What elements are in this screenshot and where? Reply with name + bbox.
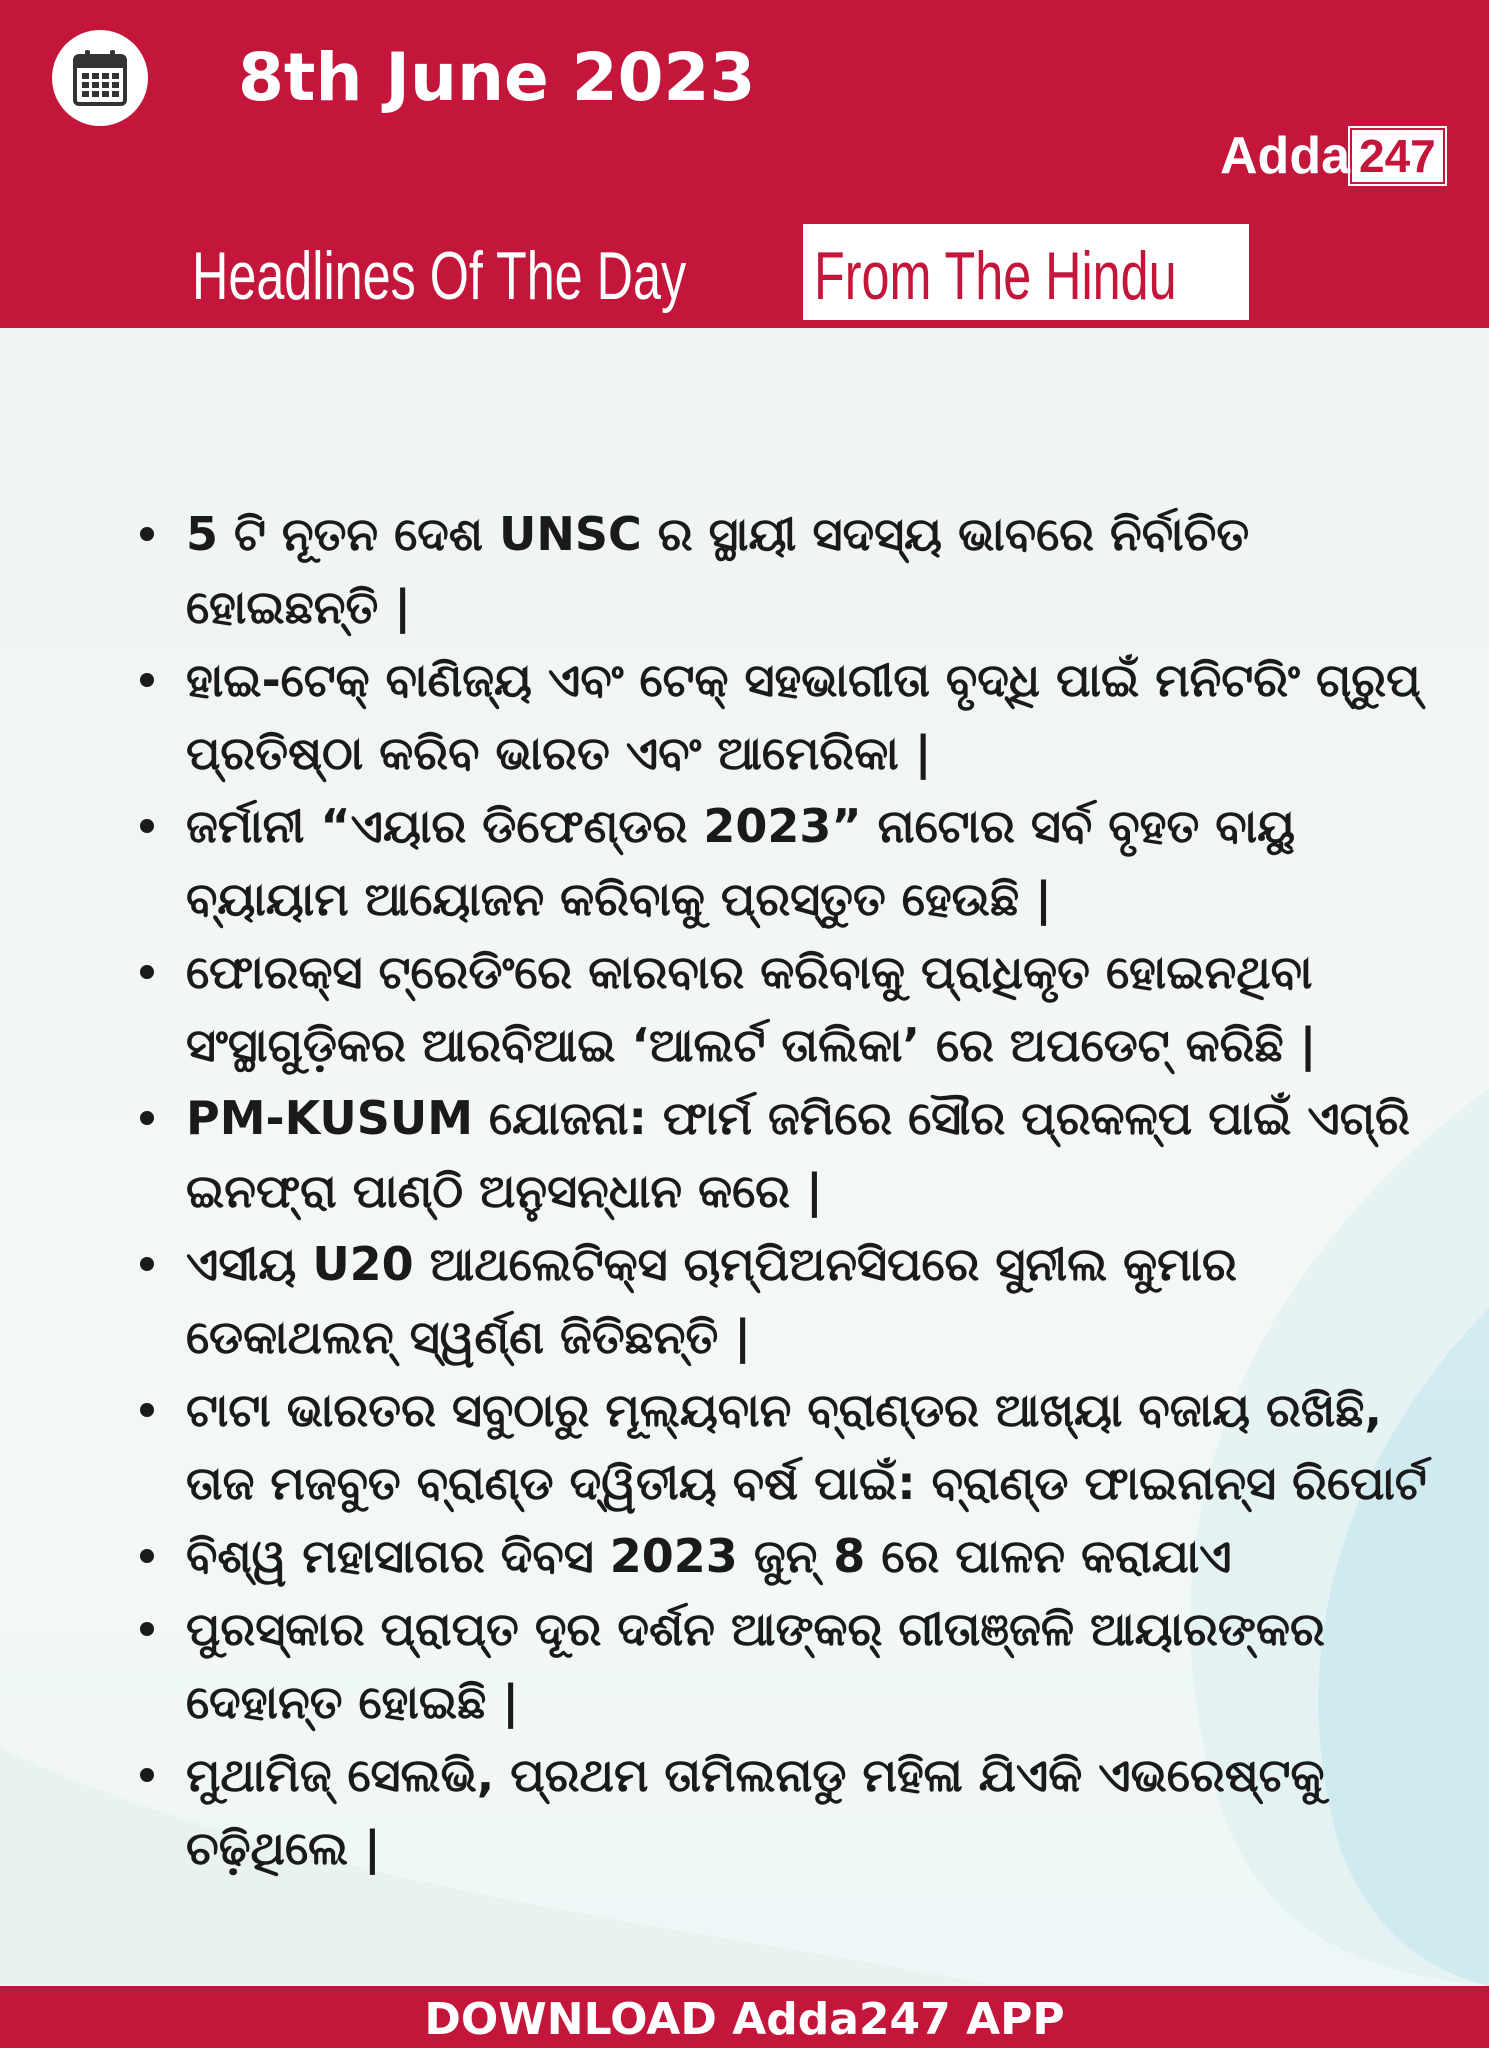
headlines-label: Headlines Of The Day xyxy=(192,238,687,314)
footer-banner[interactable] xyxy=(0,1986,1489,2048)
headlines-panel xyxy=(0,328,1489,1986)
headline-item: ବିଶ୍ୱ ମହାସାଗର ଦିବସ 2023 ଜୁନ୍ 8 ରେ ପାଳନ କରାଯାଏ xyxy=(140,1520,1430,1593)
headline-list xyxy=(140,498,1430,1885)
headline-item: ମୁଥାମିଜ୍ ସେଲଭି, ପ୍ରଥମ ତାମିଲନାଡୁ ମହିଳା ଯିଏକି ଏଭରେଷ୍ଟକୁ ଚଢ଼ିଥିଲେ | xyxy=(140,1739,1430,1885)
headline-item: ପୁରସ୍କାର ପ୍ରାପ୍ତ ଦୂର ଦର୍ଶନ ଆଙ୍କର୍ ଗୀତାଞ୍ଜଳି ଆୟାରଙ୍କର ଦେହାନ୍ତ ହୋଇଛି | xyxy=(140,1593,1430,1739)
headline-item: ହାଇ-ଟେକ୍ ବାଣିଜ୍ୟ ଏବଂ ଟେକ୍ ସହଭାଗୀତା ବୃଦ୍ଧି ପାଇଁ ମନିଟରିଂ ଗ୍ରୁପ୍ ପ୍ରତିଷ୍ଠା କରିବ ଭାରତ ଏବଂ ଆମେରିକା | xyxy=(140,644,1430,790)
brand-logo-number: 247 xyxy=(1352,130,1443,182)
calendar-icon xyxy=(72,48,128,108)
source-label: From The Hindu xyxy=(814,238,1177,314)
headline-item: ଜର୍ମାନୀ “ଏୟାର ଡିଫେଣ୍ଡର 2023” ନାଟୋର ସର୍ବ ବୃହତ ବାୟୁ ବ୍ୟାୟାମ ଆୟୋଜନ କରିବାକୁ ପ୍ରସ୍ତୁତ ହେଉଛି | xyxy=(140,790,1430,936)
headline-item: ଟାଟା ଭାରତର ସବୁଠାରୁ ମୂଲ୍ୟବାନ ବ୍ରାଣ୍ଡର ଆଖ୍ୟା ବଜାୟ ରଖିଛି, ତାଜ ମଜବୁତ ବ୍ରାଣ୍ଡ ଦ୍ୱିତୀୟ ବର୍ଷ ପାଇଁ: ବ୍ରାଣ୍ଡ ଫାଇନାନ୍ସ ରିପୋର୍ଟ xyxy=(140,1374,1430,1520)
date-title: 8th June 2023 xyxy=(238,39,756,116)
headline-item: ଫୋରକ୍ସ ଟ୍ରେଡିଂରେ କାରବାର କରିବାକୁ ପ୍ରାଧିକୃତ ହୋଇନଥିବା ସଂସ୍ଥାଗୁଡ଼ିକର ଆରବିଆଇ ‘ଆଲର୍ଟ ତାଲିକା’ ରେ ଅପଡେଟ୍ କରିଛି | xyxy=(140,936,1430,1082)
brand-logo xyxy=(1220,128,1443,184)
calendar-badge xyxy=(52,30,148,126)
headline-item: ଏସୀୟ U20 ଆଥଲେଟିକ୍ସ ଚାମ୍ପିଅନସିପରେ ସୁନୀଲ କୁମାର ଡେକାଥଲନ୍ ସ୍ୱର୍ଣ୍ଣ ଜିତିଛନ୍ତି | xyxy=(140,1228,1430,1374)
headline-item: PM-KUSUM ଯୋଜନା: ଫାର୍ମ ଜମିରେ ସୌର ପ୍ରକଳ୍ପ ପାଇଁ ଏଗ୍ରି ଇନଫ୍ରା ପାଣ୍ଠି ଅନୁସନ୍ଧାନ କରେ | xyxy=(140,1082,1430,1228)
headline-item: 5 ଟି ନୂତନ ଦେଶ UNSC ର ସ୍ଥାୟୀ ସଦସ୍ୟ ଭାବରେ ନିର୍ବାଚିତ ହୋଇଛନ୍ତି | xyxy=(140,498,1430,644)
download-app-link[interactable]: DOWNLOAD Adda247 APP xyxy=(424,1994,1065,2045)
header-banner xyxy=(0,0,1489,328)
brand-logo-word: Adda xyxy=(1220,127,1350,185)
